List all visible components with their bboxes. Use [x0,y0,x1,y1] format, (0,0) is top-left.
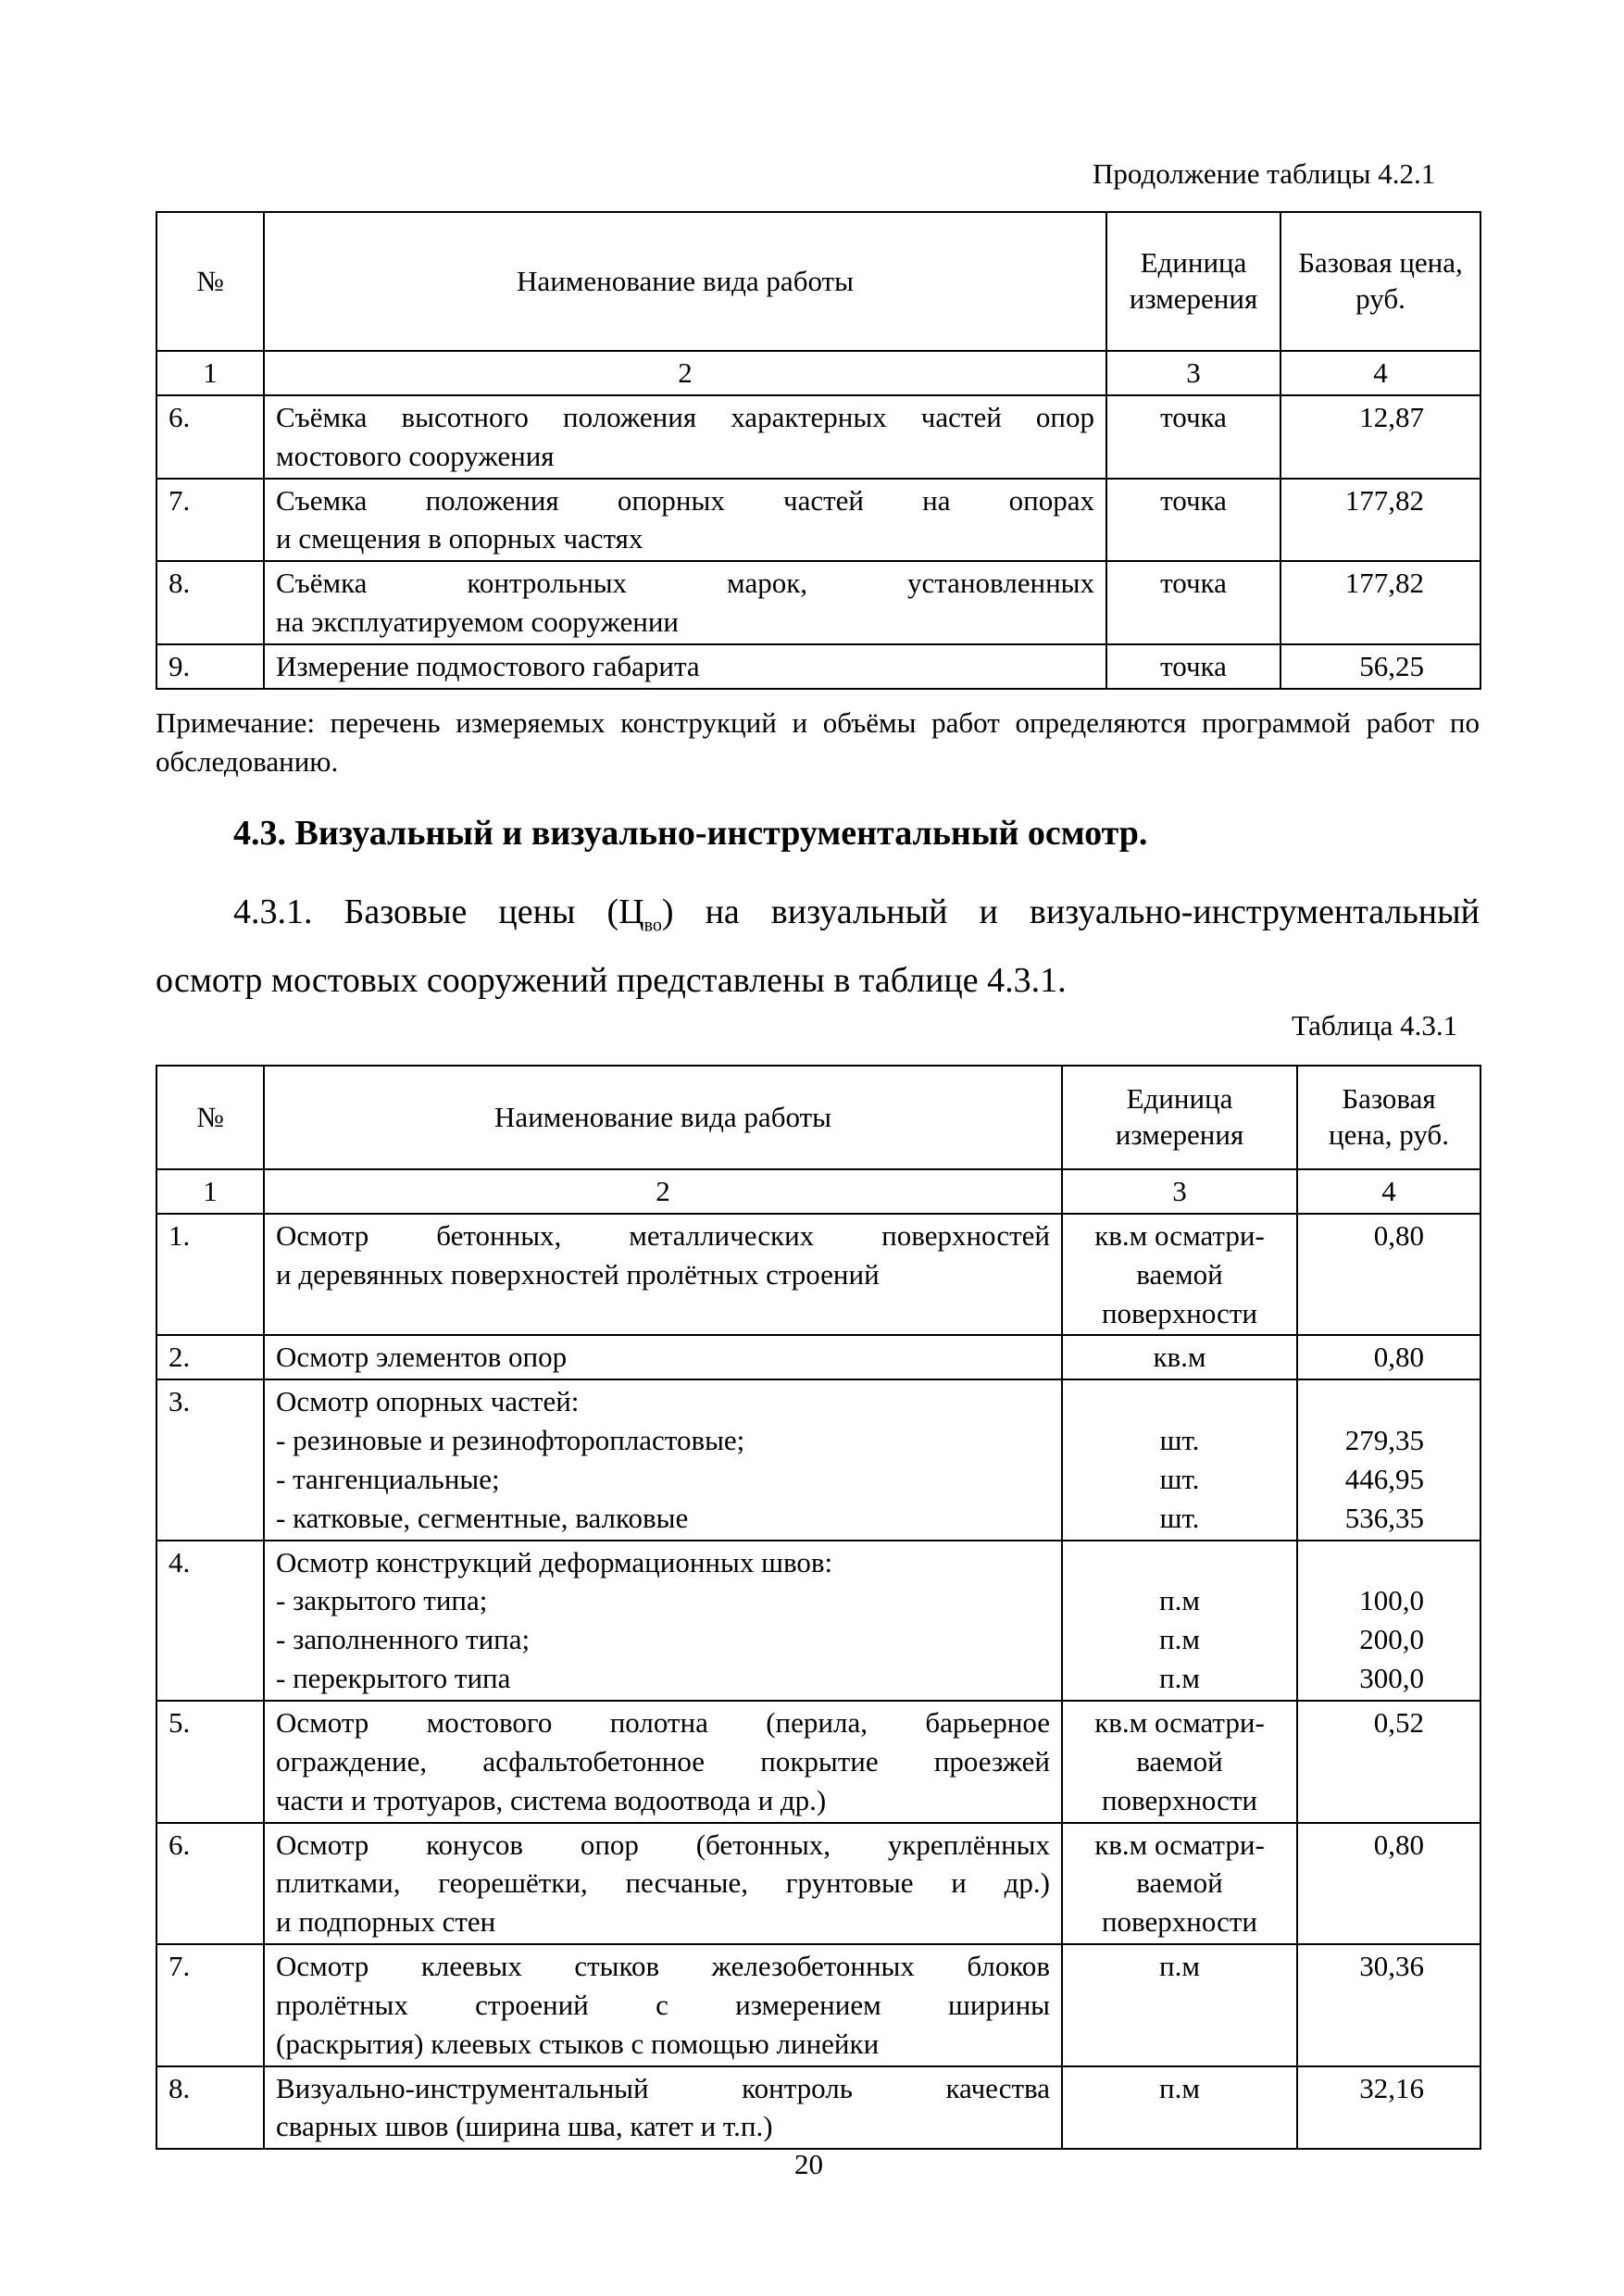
col-num-3: 3 [1106,351,1280,395]
row-price: 177,82 [1280,561,1480,644]
row-unit: шт. шт. шт. [1062,1379,1297,1540]
paragraph-line-1: 4.3.1. Базовые цены $(Ц_{во})$ на визуальный и визуально-инструментальный [233,892,1480,936]
table-row [156,1541,1480,1701]
row-unit: точка [1106,395,1280,479]
column-number-row [156,1169,1480,1214]
col-num-4: 4 [1297,1169,1480,1214]
row-unit: кв.м осматри- ваемой поверхности [1062,1214,1297,1336]
row-number: 6. [156,1823,264,1945]
row-unit: точка [1106,561,1280,644]
row-number: 8. [156,2066,264,2150]
col-num-4: 4 [1280,351,1480,395]
table-row [156,1335,1480,1379]
header-work-name: Наименование вида работы [264,212,1106,351]
col-num-2: 2 [264,1169,1062,1214]
row-work-name: Осмотр клеевых стыков железобетонных блоков пролётных строений с измерением ширины (раскрытия) клеевых стыков с помощью линейки [264,1944,1062,2066]
header-unit: Единица измерения [1062,1066,1297,1169]
row-work-name: Осмотр мостового полотна (перила, барьерное ограждение, асфальтобетонное покрытие проезжей части и тротуаров, система водоотвода и др.) [264,1701,1062,1823]
page-number: 20 [794,2148,823,2180]
row-price: 0,80 [1297,1823,1480,1945]
col-num-1: 1 [156,351,264,395]
row-work-name: Съёмка высотного положения характерных частей опор мостового сооружения [264,395,1106,479]
row-work-name: Визуально-инструментальный контроль качества сварных швов (ширина шва, катет и т.п.) [264,2066,1062,2150]
table-note: Примечание: перечень измеряемых конструкций и объёмы работ определяются программой работ по обследованию. [156,706,1480,778]
table-row [156,2066,1480,2150]
col-num-1: 1 [156,1169,264,1214]
row-unit: кв.м осматри- ваемой поверхности [1062,1701,1297,1823]
row-price: 56,25 [1280,644,1480,689]
header-work-name: Наименование вида работы [264,1066,1062,1169]
row-work-name: Съемка положения опорных частей на опорах и смещения в опорных частях [264,479,1106,562]
row-work-name: Осмотр конструкций деформационных швов: - закрытого типа; - заполненного типа; - перекрытого типа [264,1541,1062,1701]
table-row [156,1944,1480,2066]
header-number: № [156,1066,264,1169]
row-work-name: Съёмка контрольных марок, установленных на эксплуатируемом сооружении [264,561,1106,644]
row-unit: п.м п.м п.м [1062,1541,1297,1701]
row-unit: точка [1106,644,1280,689]
row-number: 8. [156,561,264,644]
header-base-price: Базовая цена, руб. [1280,212,1480,351]
row-work-name: Осмотр опорных частей: - резиновые и резинофторопластовые; - тангенциальные; - катковые, сегментные, валковые [264,1379,1062,1540]
row-price: 100,0 200,0 300,0 [1297,1541,1480,1701]
row-number: 2. [156,1335,264,1379]
header-number: № [156,212,264,351]
row-work-name: Осмотр бетонных, металлических поверхностей и деревянных поверхностей пролётных строений [264,1214,1062,1336]
table-caption: Таблица 4.3.1 [1292,1009,1458,1042]
row-price: 177,82 [1280,479,1480,562]
paragraph-line-2: осмотр мостовых сооружений представлены в таблице 4.3.1. [156,961,1067,1001]
row-number: 1. [156,1214,264,1336]
table-4-2-1-continuation [156,211,1481,690]
row-price: 30,36 [1297,1944,1480,2066]
row-price: 0,80 [1297,1214,1480,1336]
table-row [156,644,1480,689]
section-heading: 4.3. Визуальный и визуально-инструментальный осмотр. [233,814,1148,853]
table-header-row [156,1066,1480,1169]
col-num-3: 3 [1062,1169,1297,1214]
table-header-row [156,212,1480,351]
row-work-name: Измерение подмостового габарита [264,644,1106,689]
col-num-2: 2 [264,351,1106,395]
table-row [156,395,1480,479]
row-price: 12,87 [1280,395,1480,479]
row-work-name: Осмотр элементов опор [264,1335,1062,1379]
table-row [156,479,1480,562]
row-unit: п.м [1062,1944,1297,2066]
table-row [156,1701,1480,1823]
row-unit: кв.м осматри- ваемой поверхности [1062,1823,1297,1945]
row-number: 5. [156,1701,264,1823]
table-row [156,561,1480,644]
table-row [156,1823,1480,1945]
row-unit: кв.м [1062,1335,1297,1379]
table-row [156,1214,1480,1336]
row-number: 4. [156,1541,264,1701]
row-number: 3. [156,1379,264,1540]
table-continuation-caption: Продолжение таблицы 4.2.1 [1093,157,1436,190]
row-number: 7. [156,479,264,562]
row-price: 0,52 [1297,1701,1480,1823]
row-price: 279,35 446,95 536,35 [1297,1379,1480,1540]
row-price: 0,80 [1297,1335,1480,1379]
row-unit: точка [1106,479,1280,562]
header-unit: Единица измерения [1106,212,1280,351]
row-work-name: Осмотр конусов опор (бетонных, укреплённых плитками, георешётки, песчаные, грунтовые и др.) и подпорных стен [264,1823,1062,1945]
table-row [156,1379,1480,1540]
row-unit: п.м [1062,2066,1297,2150]
table-4-3-1 [156,1065,1481,2150]
row-price: 32,16 [1297,2066,1480,2150]
header-base-price: Базовая цена, руб. [1297,1066,1480,1169]
column-number-row [156,351,1480,395]
row-number: 7. [156,1944,264,2066]
section-paragraph [156,878,1480,1015]
row-number: 9. [156,644,264,689]
row-number: 6. [156,395,264,479]
